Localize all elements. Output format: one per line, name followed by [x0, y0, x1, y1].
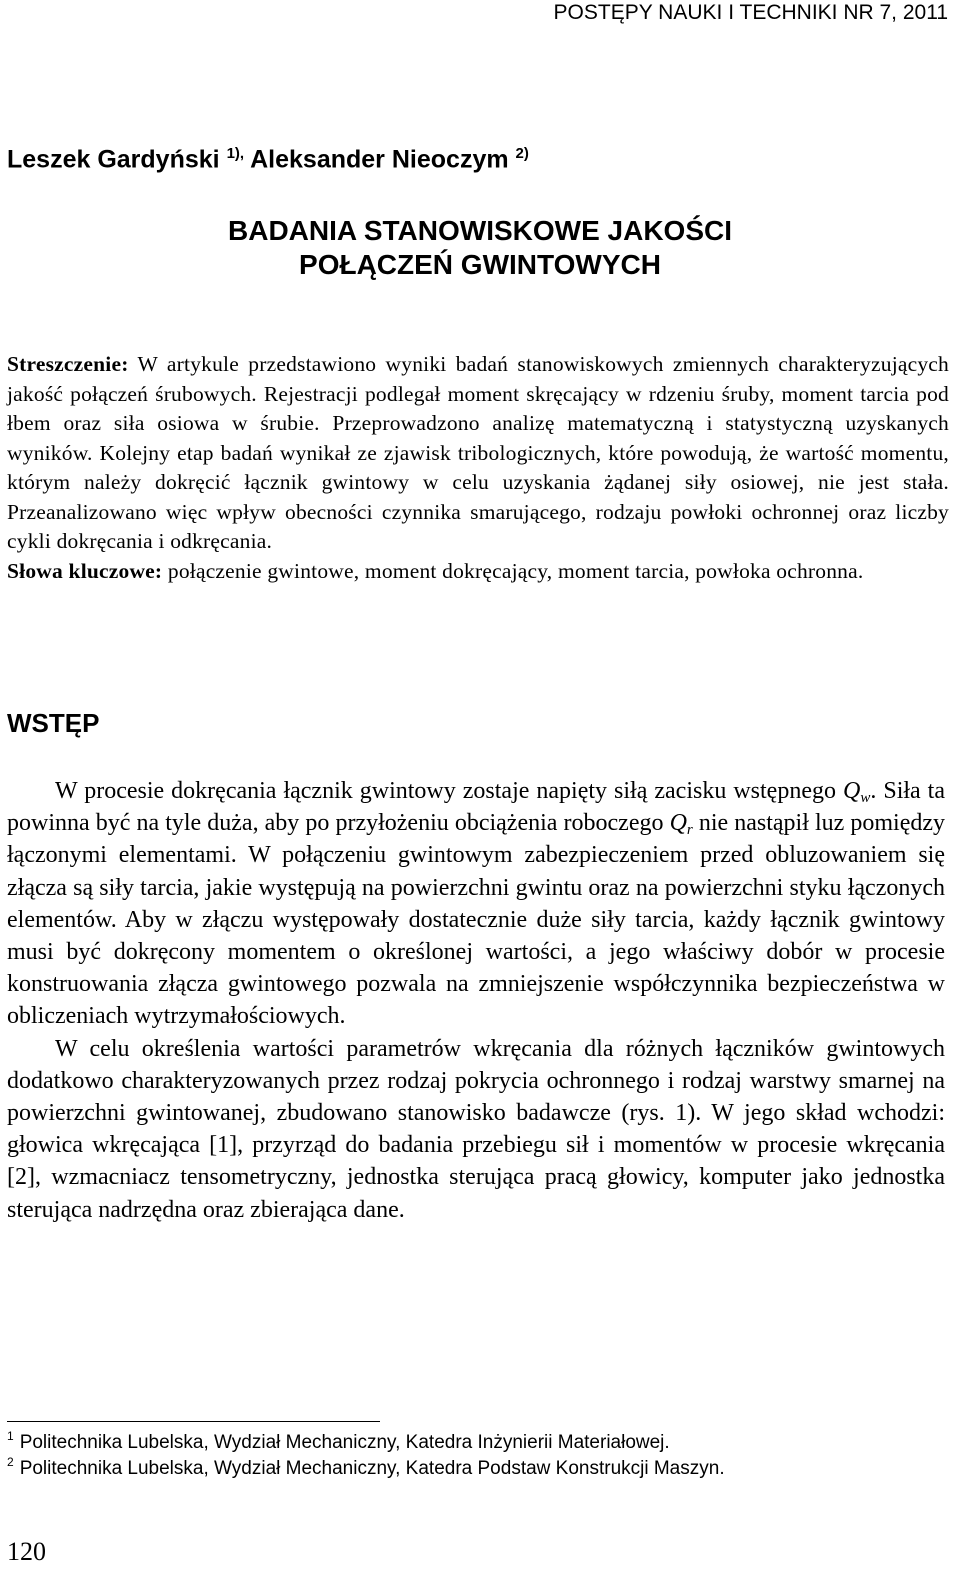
- author-line: [7, 145, 529, 174]
- footnotes: [7, 1430, 947, 1482]
- abstract-label: Streszczenie:: [7, 352, 129, 376]
- title-line: BADANIA STANOWISKOWE JAKOŚCI: [228, 215, 732, 246]
- symbol-qw: $Q_w$: [842, 778, 871, 806]
- keywords-text: połączenie gwintowe, moment dokręcający, moment tarcia, powłoka ochronna.: [167, 558, 864, 583]
- paragraph: W celu określenia wartości parametrów wkręcania dla różnych łączników gwintowych dodatkowo charakteryzowanych przez rodzaj pokrycia ochronnego i rodzaj warstwy smarnej na powierzchni gwintowanej, zbudowano stanowisko badawcze (rys. 1). W jego skład wchodzi: głowica wkręcająca [1], przyrząd do badania przebiegu sił i momentów w procesie wkręcania [2], wzmacniacz tensometryczny, jednostka sterująca pracą głowicy, komputer jako jednostka sterująca nadrzędna oraz zbierająca dane.: [7, 1035, 945, 1223]
- paragraph: W procesie dokręcania łącznik gwintowy zostaje napięty siłą zacisku wstępnego $Q_w$. Siła ta powinna być na tyle duża, aby po przyłożeniu obciążenia roboczego $Q_r$ nie nastąpił luz pomiędzy łączonymi elementami. W połączeniu gwintowym zabezpieczeniem przed obluzowaniem się złącza są siły tarcia, jakie występują na powierzchni gwintu oraz na powierzchni styku łączonych elementów. Aby w złączu występowały dostatecznie duże siły tarcia, każdy łącznik gwintowy musi być dokręcony momentem o określonej wartości, a jego właściwy dobór w procesie konstruowania złącza gwintowego pozwala na zmniejszenie współczynnika bezpieczeństwa w obliczeniach wytrzymałościowych.: [7, 778, 946, 1030]
- footnote-divider: [7, 1421, 380, 1422]
- abstract-text: W artykule przedstawiono wyniki badań stanowiskowych zmiennych charakteryzujących jakość połączeń śrubowych. Rejestracji podlegał moment skręcający w rdzeniu śruby, moment tarcia pod łbem oraz siła osiowa w śrubie. Przeprowadzono analizę matematyczną i statystyczną uzyskanych wyników. Kolejny etap badań wynikał ze zjawisk tribologicznych, które powodują, że wartość momentu, którym należy dokręcić łącznik gwintowy w celu uzyskania żądanej siły osiowej, nie jest stała. Przeanalizowano więc wpływ obecności czynnika smarującego, rodzaju powłoki ochronnej oraz liczby cykli dokręcania i odkręcania.: [7, 352, 949, 553]
- footnote: $^2$ Politechnika Lubelska, Wydział Mechaniczny, Katedra Podstaw Konstrukcji Maszyn.: [7, 1455, 725, 1479]
- page-number: 120: [7, 1537, 46, 1566]
- running-header: POSTĘPY NAUKI I TECHNIKI NR 7, 2011: [553, 1, 948, 24]
- footnote: $^1$ Politechnika Lubelska, Wydział Mechaniczny, Katedra Inżynierii Materiałowej.: [7, 1429, 670, 1453]
- keywords-label: Słowa kluczowe:: [7, 558, 163, 583]
- title-line: POŁĄCZEŃ GWINTOWYCH: [299, 249, 661, 280]
- abstract: [7, 350, 949, 586]
- section-heading: WSTĘP: [7, 708, 100, 738]
- author-name: Aleksander Nieoczym: [250, 145, 509, 174]
- affiliation-mark: 1),: [226, 145, 245, 162]
- symbol-qr: $Q_r$: [669, 810, 693, 839]
- paper-title: [0, 214, 960, 282]
- affiliation-mark: 2): [515, 145, 529, 162]
- author-name: Leszek Gardyński: [7, 145, 220, 174]
- section-body: [7, 775, 945, 1226]
